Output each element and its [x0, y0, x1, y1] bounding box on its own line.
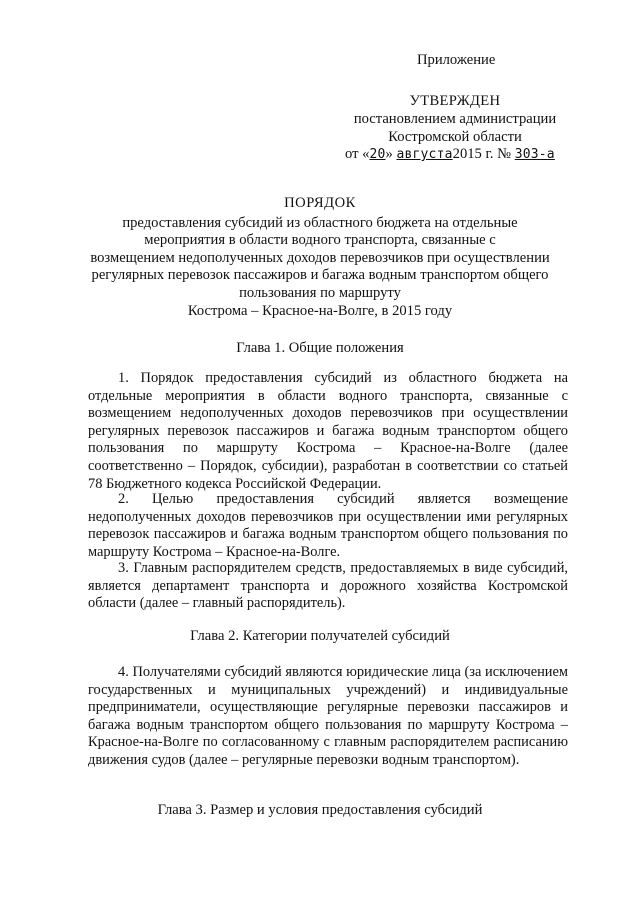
chapter-2-heading: Глава 2. Категории получателей субсидий: [190, 628, 450, 644]
date-day: 20: [369, 147, 386, 162]
chapter-1-heading: Глава 1. Общие положения: [236, 340, 404, 356]
approved-label: УТВЕРЖДЕН: [409, 93, 501, 109]
paragraph-3: 3. Главным распорядителем средств, предоставляемых в виде субсидий, является департамент транспорта и дорожного хозяйства Костромской области (далее – главный распорядитель).: [88, 560, 568, 612]
appendix-label: Приложение: [417, 52, 496, 68]
document-title: ПОРЯДОК: [284, 195, 356, 211]
date-prefix: от «: [345, 146, 370, 162]
decree-line-1: постановлением администрации: [353, 111, 557, 127]
paragraph-2: 2. Целью предоставления субсидий является возмещение недополученных доходов перевозчиков при осуществлении ими регулярных перевозок пассажиров и багажа водным транспортом общего пользования по маршруту Кострома – Красное-на-Волге.: [88, 491, 568, 560]
paragraph-4: 4. Получателями субсидий являются юридические лица (за исключением государственных и муниципальных учреждений) и индивидуальные предприниматели, осуществляющие регулярные перевозки пассажиров и багажа водным транспортом общего пользования по маршруту Кострома – Красное-на-Волге по согласованному с главным распорядителем расписанию движения судов (далее – регулярные перевозки водным транспортом).: [88, 664, 568, 768]
title-line-6: Кострома – Красное-на-Волге, в 2015 году: [187, 302, 453, 319]
title-line-3: возмещением недополученных доходов перевозчиков при осуществлении: [90, 249, 550, 266]
title-line-5: пользования по маршруту: [239, 284, 401, 301]
decree-date-line: [345, 146, 555, 164]
decree-line-2: Костромской области: [388, 129, 522, 145]
date-month: августа: [396, 147, 453, 162]
document-title-block: [88, 195, 552, 320]
title-line-1: предоставления субсидий из областного бюджета на отдельные: [122, 214, 518, 231]
paragraph-1: 1. Порядок предоставления субсидий из областного бюджета на отдельные мероприятия в области водного транспорта, связанные с возмещением недополученных доходов перевозчиков при осуществлении регулярных перевозок пассажиров и багажа водным транспортом общего пользования по маршруту Кострома – Красное-на-Волге (далее соответственно – Порядок, субсидии), разработан в соответствии со статьей 78 Бюджетного кодекса Российской Федерации.: [88, 370, 568, 492]
date-close: »: [385, 146, 393, 162]
decree-number: 303-а: [514, 147, 555, 162]
title-line-4: регулярных перевозок пассажиров и багажа водным транспортом общего: [91, 267, 549, 284]
chapter-3-heading: Глава 3. Размер и условия предоставления субсидий: [157, 802, 483, 818]
date-year: 2015 г. №: [452, 146, 512, 162]
title-line-2: мероприятия в области водного транспорта, связанные с: [144, 232, 496, 249]
